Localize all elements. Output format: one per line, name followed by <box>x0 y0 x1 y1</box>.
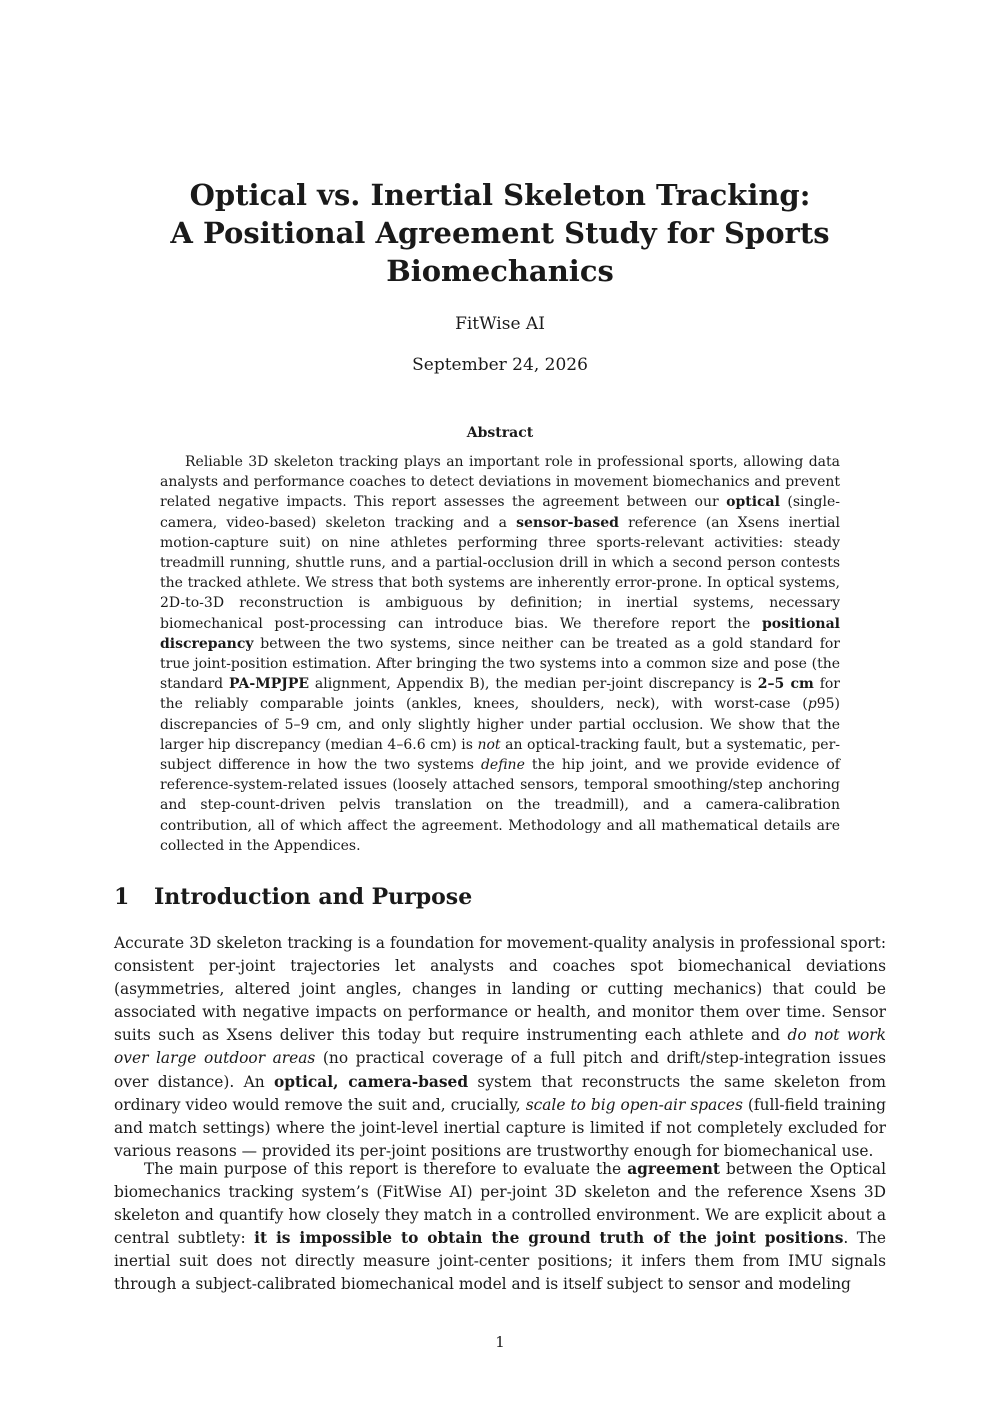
abstract-text-run: between the two systems, since neither can be treated as a gold standard for true joint-position estimation. After bringing the two systems into a common size and pose (the standard <box>160 635 840 693</box>
section-number: 1 <box>114 884 130 910</box>
section-heading <box>114 884 472 910</box>
title-line-1: Optical vs. Inertial Skeleton Tracking: <box>189 178 811 212</box>
abstract-italic-not: not <box>477 736 501 753</box>
abstract-text-run: Reliable 3D skeleton tracking plays an important role in professional sports, allowing data analysts and performance coaches to detect deviations in movement biomechanics and prevent related negative impacts. This report assesses the agreement between our <box>160 454 840 511</box>
abstract-text-run: for the reliably comparable joints (ankles, knees, shoulders, neck), with worst-case ( <box>160 676 840 713</box>
abstract-text-run: the hip joint, and we provide evidence of reference-system-related issues (loosely attached sensors, temporal smoothing/step anchoring and step-count-driven pelvis translation on the treadmill), and a camera-calibration contribution, all of which affect the agreement. Methodology and all mathematical details are collected in the Appendices. <box>160 757 840 854</box>
abstract-italic-define: define <box>480 757 525 774</box>
body-text-run: (no practical coverage of a full pitch and drift/step-integration issues over distance). An <box>114 1049 887 1091</box>
abstract-text-run: (single-camera, video-based) skeleton tracking and a <box>160 494 841 531</box>
abstract-heading: Abstract <box>466 425 534 441</box>
body-bold-agreement: agreement <box>627 1160 720 1178</box>
publication-date: September 24, 2026 <box>412 355 588 375</box>
abstract-text-run: an optical-tracking fault, but a systematic, per-subject difference in how the two systems <box>160 736 840 774</box>
abstract-text <box>160 452 840 856</box>
paper-title <box>150 176 850 290</box>
body-text-run: Accurate 3D skeleton tracking is a foundation for movement-quality analysis in professional sport: consistent per-joint trajectories let analysts and coaches spot biomechanical deviations (asymmetries, altered joint angles, changes in landing or cutting mechanics) that could be associated with negative impacts on performance or health, and monitor them over time. Sensor suits such as Xsens deliver this today but require instrumenting each athlete and <box>114 934 886 1045</box>
abstract-italic-p: p <box>807 696 817 713</box>
body-bold-ground-truth: it is impossible to obtain the ground truth of the joint positions <box>254 1229 844 1248</box>
body-bold-optical: optical, camera-based <box>273 1072 469 1091</box>
abstract-bold-optical: optical <box>726 494 780 511</box>
body-text-run: (full-field training and match settings) where the joint-level inertial capture is limited if not completely excluded for various reasons — provided its per-joint positions are trustworthy enough for biomechanical use. <box>114 1095 886 1160</box>
abstract-bold-sensor-based: sensor-based <box>516 514 619 531</box>
body-text-run: . The inertial suit does not directly measure joint-center positions; it infers them from IMU signals through a subject-calibrated biomechanical model and is itself subject to sensor and modeling <box>114 1229 886 1294</box>
body-paragraph-1 <box>114 932 886 1163</box>
title-line-2: A Positional Agreement Study for Sports <box>170 216 830 250</box>
abstract-bold-positional-discrepancy: positional discrepancy <box>160 615 840 652</box>
abstract-text-run: reference (an Xsens inertial motion-capture suit) on nine athletes performing three sports-relevant activities: steady treadmill running, shuttle runs, and a partial-occlusion drill in which a second person contests the tracked athlete. We stress that both systems are inherently error-prone. In optical systems, 2D-to-3D reconstruction is ambiguous by definition; in inertial systems, necessary biomechanical post-processing can introduce bias. We therefore report the <box>160 514 840 632</box>
abstract-text-run: 95) discrepancies of 5–9 cm, and only slightly higher under partial occlusion. We show that the larger hip discrepancy (median 4–6.6 cm) is <box>160 696 840 753</box>
author: FitWise AI <box>455 314 545 334</box>
abstract-bold-pa-mpjpe: PA-MPJPE <box>229 676 310 693</box>
abstract-text-run: alignment, Appendix B), the median per-joint discrepancy is <box>309 676 758 693</box>
body-text-run: system that reconstructs the same skeleton from ordinary video would remove the suit and, crucially, <box>114 1072 886 1114</box>
body-paragraph-2 <box>114 1158 886 1297</box>
section-title: Introduction and Purpose <box>154 884 473 910</box>
title-line-3: Biomechanics <box>386 254 614 288</box>
body-text-run: between the Optical biomechanics tracking system’s (FitWise AI) per-joint 3D skeleton and the reference Xsens 3D skeleton and quantify how closely they match in a controlled environment. We are explicit about a central subtlety: <box>114 1160 886 1248</box>
body-text-run: The main purpose of this report is therefore to evaluate the <box>144 1160 628 1178</box>
body-italic-outdoor: do not work over large outdoor areas <box>114 1026 886 1068</box>
abstract-bold-range: 2–5 cm <box>757 676 814 693</box>
body-italic-scale: scale to big open-air spaces <box>525 1095 743 1114</box>
page-number: 1 <box>495 1333 505 1351</box>
